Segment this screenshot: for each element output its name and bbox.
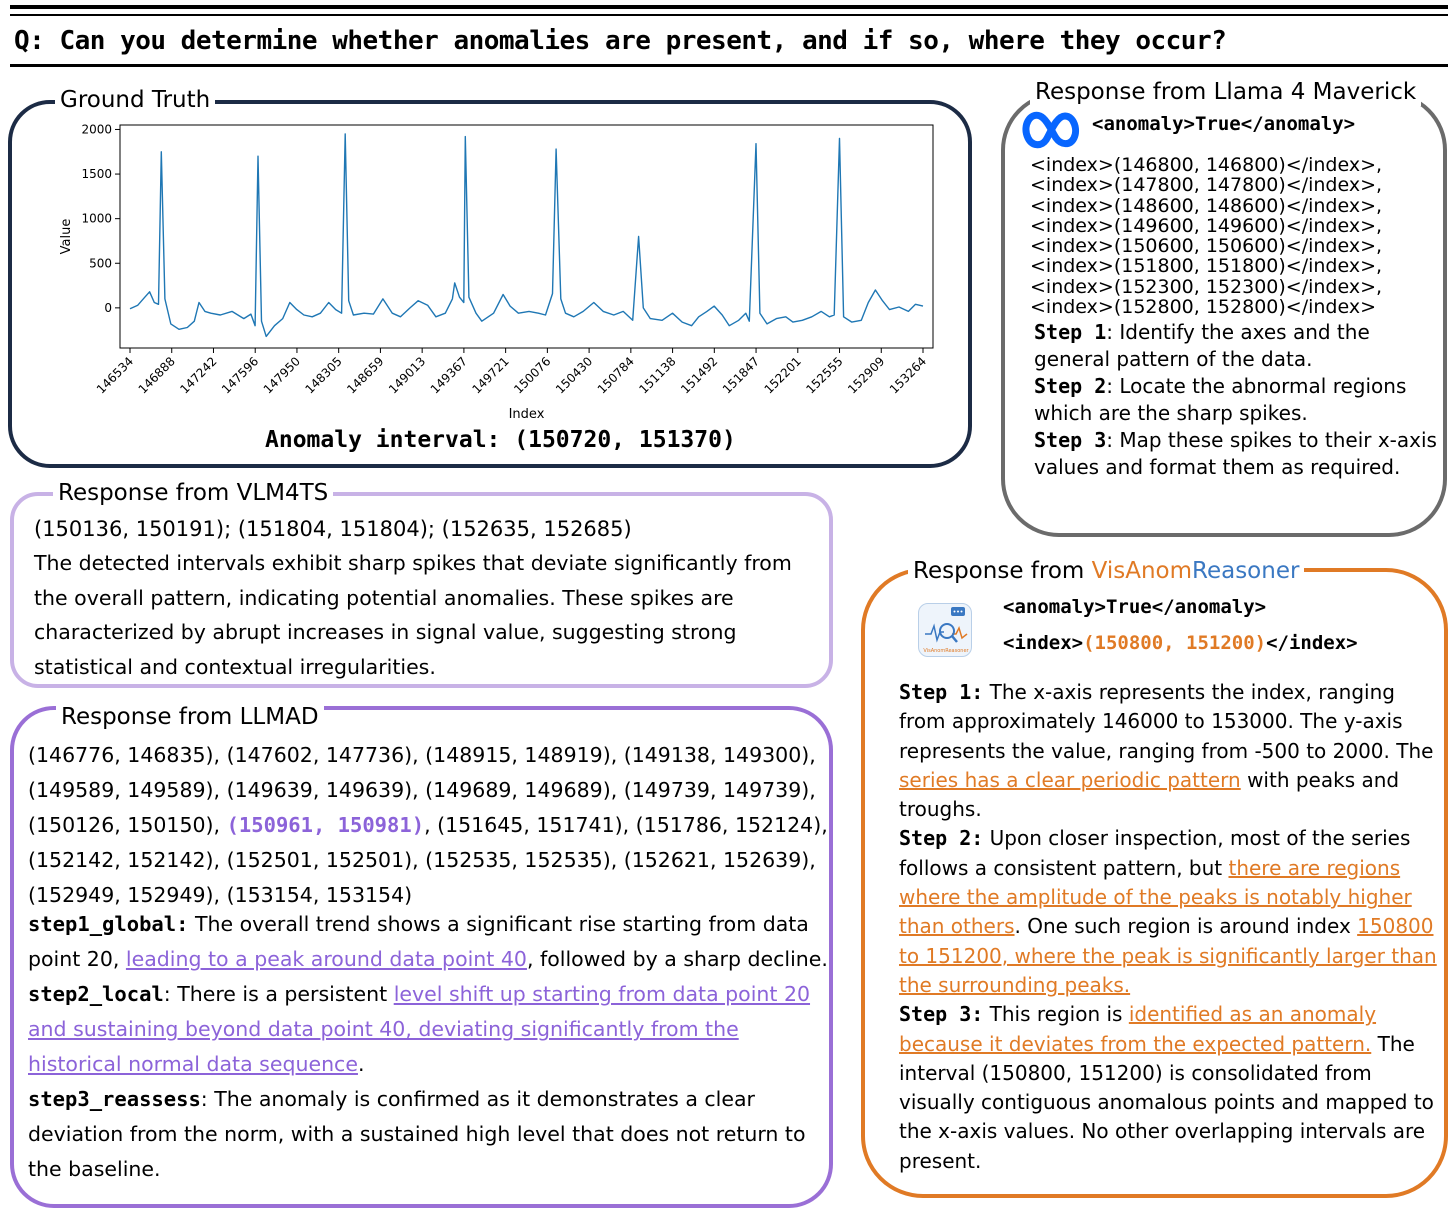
y-tick-label: 0: [104, 300, 112, 315]
y-tick-label: 500: [89, 256, 112, 271]
visanom-step2-text: Upon closer inspection, most of the series follows a consistent pattern, but: [899, 826, 1411, 880]
visanom-step1-label: Step 1:: [899, 680, 984, 704]
x-tick-label: 150430: [552, 354, 596, 397]
visanom-step1-text: The x-axis represents the index, ranging from approximately 146000 to 153000. The y-axis represents the value, ranging from -500 to 2000. The: [899, 680, 1434, 763]
llama-step2: [1034, 373, 1439, 427]
llmad-step3-text: : The anomaly is confirmed as it demonstrates a clear deviation from the norm, with a sustained high level that does not return to the baseline.: [28, 1087, 806, 1181]
x-tick-label: 150784: [594, 354, 637, 397]
y-tick-label: 1000: [81, 211, 112, 226]
llmad-step1-text: The overall trend shows a significant rise starting from data point 20,: [28, 912, 809, 971]
llmad-step1-label: step1_global:: [28, 912, 189, 936]
llama-step3-label: Step 3: [1034, 428, 1107, 452]
x-tick-label: 146888: [135, 354, 178, 397]
llama-index-item: <index>(147800, 147800)</index>,: [1030, 174, 1383, 197]
y-tick-label: 2000: [81, 122, 112, 137]
top-rule-thick: [10, 5, 1448, 9]
llama-step3-text: : Map these spikes to their x-axis values and format them as required.: [1034, 428, 1437, 479]
llmad-step1-highlight: leading to a peak around data point 40: [125, 947, 527, 971]
llama-anomaly-tag: <anomaly>True</anomaly>: [1092, 113, 1356, 135]
visanom-step2: [899, 824, 1439, 1000]
visanom-logo-caption: VisAnomReasoner: [923, 648, 969, 654]
visanom-step3-label: Step 3:: [899, 1002, 984, 1027]
llmad-title: Response from LLMAD: [56, 703, 324, 731]
llmad-highlight-interval: (150961, 150981): [226, 813, 425, 837]
visanom-step2-highlight-1: there are regions where the amplitude of the peaks is notably higher than others: [899, 855, 1412, 939]
llama-step2-text: : Locate the abnormal regions which are the sharp spikes.: [1034, 374, 1407, 425]
llmad-step2-text: : There is a persistent: [163, 982, 394, 1006]
plot-frame: [120, 125, 933, 348]
llama-steps: [1034, 319, 1439, 481]
x-tick-label: 151847: [719, 354, 763, 397]
series-line: [130, 134, 923, 337]
y-axis-label: Value: [59, 218, 74, 255]
visanom-step3-text: This region is: [983, 1002, 1129, 1027]
vlm4ts-intervals: (150136, 150191); (151804, 151804); (152635, 152685): [34, 517, 632, 541]
visanom-index: [1003, 632, 1358, 654]
visanom-title-vis: VisAnom: [1091, 558, 1192, 584]
llmad-step2-tail: .: [357, 1052, 365, 1076]
visanom-step3-tail: The interval (150800, 151200) is consolidated from visually contiguous anomalous points and mapped to the x-axis values. No other overlapping intervals are present.: [899, 1031, 1434, 1173]
visanom-index-close: </index>: [1266, 632, 1358, 654]
llama-step1: [1034, 319, 1439, 373]
x-tick-label: 152201: [761, 354, 804, 397]
visanom-index-value: (150800, 151200): [1083, 632, 1267, 654]
ground-truth-title: Ground Truth: [55, 86, 215, 114]
y-tick-label: 1500: [81, 167, 112, 182]
anomaly-interval-label: Anomaly interval: (150720, 151370): [265, 427, 736, 453]
visanom-steps: [899, 678, 1439, 1176]
visanom-logo-icon: [918, 603, 972, 657]
visanom-step2-highlight-2: 150800 to 151200, where the peak is significantly larger than the surrounding peaks.: [899, 914, 1437, 997]
llama-index-item: <index>(151800, 151800)</index>,: [1030, 255, 1383, 278]
x-tick-label: 147596: [219, 354, 262, 397]
llmad-step3-label: step3_reassess: [28, 1087, 201, 1111]
visanom-step1-highlight: series has a clear periodic pattern: [899, 767, 1241, 792]
llmad-intervals: [28, 738, 828, 913]
visanom-anomaly-tag: <anomaly>True</anomaly>: [1003, 596, 1267, 618]
x-tick-label: 148659: [344, 354, 387, 397]
llmad-intervals-after: , (151645, 151741), (151786, 152124), (152142, 152142), (152501, 152501), (152535, 152535), (152621, 152639), (152949, 152949), (153154, 153154): [28, 813, 828, 907]
llmad-step2-label: step2_local: [28, 982, 164, 1006]
llmad-step1: [28, 907, 833, 977]
x-tick-label: 149721: [469, 354, 512, 397]
x-tick-label: 146534: [93, 354, 137, 397]
visanom-index-open: <index>: [1003, 632, 1084, 654]
ground-truth-chart: [50, 115, 950, 430]
llmad-steps: [28, 907, 833, 1187]
llama-step1-text: : Identify the axes and the general pattern of the data.: [1034, 320, 1370, 371]
llama-index-item: <index>(150600, 150600)</index>,: [1030, 235, 1383, 258]
llama-index-item: <index>(148600, 148600)</index>,: [1030, 194, 1383, 217]
x-tick-label: 147242: [177, 354, 220, 397]
llama-index-item: <index>(149600, 149600)</index>,: [1030, 214, 1383, 237]
llama-index-list: [1030, 155, 1382, 317]
x-tick-label: 151138: [636, 354, 679, 397]
x-tick-label: 152555: [803, 354, 846, 397]
visanom-step3: [899, 1000, 1439, 1176]
llama-title: Response from Llama 4 Maverick: [1030, 78, 1421, 106]
x-tick-label: 151492: [678, 354, 721, 397]
top-rule-thin: [10, 14, 1448, 16]
llama-step1-label: Step 1: [1034, 320, 1107, 344]
visanom-step1-tail: with peaks and troughs.: [899, 767, 1400, 822]
llama-step3: [1034, 427, 1439, 481]
llama-index-item: <index>(152300, 152300)</index>,: [1030, 275, 1383, 298]
x-tick-label: 152909: [845, 354, 888, 397]
meta-logo-icon: [1020, 108, 1086, 150]
x-tick-label: 150076: [511, 354, 554, 397]
visanom-step1: [899, 678, 1439, 824]
llmad-step2: [28, 977, 833, 1082]
x-tick-label: 148305: [302, 354, 345, 397]
llama-index-item: <index>(152800, 152800)</index>: [1030, 296, 1377, 319]
visanom-step2-label: Step 2:: [899, 826, 984, 851]
question-text: Q: Can you determine whether anomalies are present, and if so, where they occur?: [14, 26, 1227, 56]
llmad-intervals-before: (146776, 146835), (147602, 147736), (148915, 148919), (149138, 149300), (149589, 149589), (149639, 149639), (149689, 149689), (149739, 149739), (150126, 150150),: [28, 743, 816, 837]
visanom-title-prefix: Response from: [913, 558, 1092, 584]
x-tick-label: 153264: [886, 354, 930, 397]
x-tick-label: 149367: [427, 354, 471, 397]
visanom-step3-highlight: identified as an anomaly because it deviates from the expected pattern.: [899, 1002, 1377, 1056]
x-tick-label: 149013: [385, 354, 429, 397]
x-tick-label: 147950: [260, 354, 304, 397]
vlm4ts-text: The detected intervals exhibit sharp spikes that deviate significantly from the overall pattern, indicating potential anomalies. These spikes are characterized by abrupt increases in signal value, suggesting strong statistical and contextual irregularities.: [34, 551, 792, 679]
visanom-title: [908, 557, 1304, 585]
vlm4ts-title: Response from VLM4TS: [53, 479, 333, 507]
llmad-step2-highlight: level shift up starting from data point 20 and sustaining beyond data point 40, deviating significantly from the historical normal data sequence: [28, 982, 811, 1076]
llmad-step1-tail: , followed by a sharp decline.: [526, 947, 828, 971]
llmad-step3: [28, 1082, 833, 1187]
x-axis-label: Index: [508, 407, 545, 422]
visanom-title-reasoner: Reasoner: [1192, 558, 1300, 584]
visanom-step2-middle: . One such region is around index: [1014, 914, 1358, 939]
llama-step2-label: Step 2: [1034, 374, 1107, 398]
question-rule: [10, 64, 1448, 67]
llama-index-item: <index>(146800, 146800)</index>,: [1030, 154, 1383, 176]
